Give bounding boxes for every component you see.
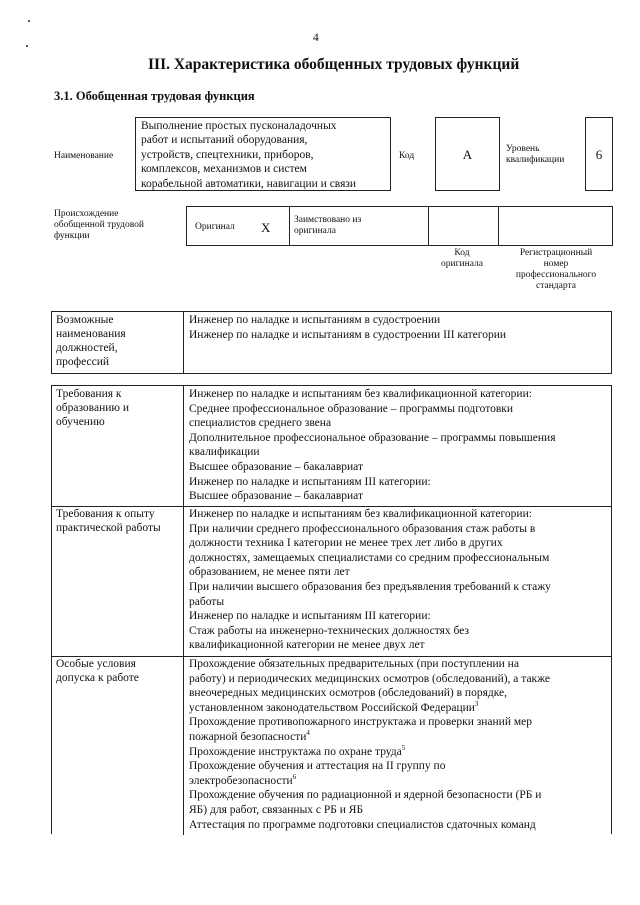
code-label: Код [399,151,415,161]
reg-number-caption [500,248,612,292]
education-label [52,386,184,506]
footnote-ref: 5 [401,743,406,752]
positions-label-line: наименования [56,328,126,340]
label-line: допуска к работе [56,672,139,684]
otf-code-value: A [462,146,473,162]
label-line: Особые условия [56,658,136,670]
positions-values [184,312,611,373]
position-item: Инженер по наладке и испытаниям в судостроении [189,314,441,326]
label-line: обучению [56,416,105,428]
label-line: практической работы [56,522,161,534]
text-line [189,745,606,760]
otf-name-line: работ и испытаний оборудования, [141,134,308,147]
section-title: III. Характеристика обобщенных трудовых функций [148,56,520,73]
special-conditions-label [52,656,184,835]
caption-line: номер [543,259,569,269]
text-line: работы [189,595,225,608]
original-label: Оригинал [195,222,235,232]
text-line: квалификации [189,446,260,459]
original-mark: X [261,220,271,235]
caption-line: оригинала [441,259,483,269]
level-label [506,144,564,166]
positions-label-line: Возможные [56,314,114,326]
text-span: пожарной безопасности [189,730,307,743]
text-line [189,730,606,745]
origin-divider [498,207,499,245]
code-original-caption [426,248,498,270]
education-text [184,386,611,506]
text-line: Аттестация по программе подготовки специалистов сдаточных команд [189,818,536,831]
origin-label-line: Происхождение [54,209,119,219]
text-line: должности техника I категории не менее трех лет либо в других [189,537,503,550]
otf-name-box [135,117,391,191]
origin-label-line: обобщенной трудовой [54,220,144,230]
text-line [189,774,606,789]
borrowed-label-line: Заимствовано из [294,215,362,225]
experience-text [184,506,611,656]
origin-divider [289,207,290,245]
text-line: образованием, не менее пяти лет [189,566,350,579]
text-line: Инженер по наладке и испытаниям без квалификационной категории: [189,388,532,400]
scan-mark [26,45,28,47]
otf-name-line: корабельной автоматики, навигации и связи [141,177,357,190]
text-span: Прохождение инструктажа по охране труда [189,745,402,758]
text-line: внеочередных медицинских осмотров (обследований) в порядке, [189,687,508,700]
level-label-line: квалификации [506,155,565,165]
origin-table [186,206,613,246]
position-item: Инженер по наладке и испытаниям в судостроении III категории [189,328,507,341]
level-label-line: Уровень [506,144,540,154]
text-line: Инженер по наладке и испытаниям III категории: [189,475,431,488]
text-line: Прохождение противопожарного инструктажа и проверки знаний мер [189,716,532,729]
text-line: При наличии высшего образования без предъявления требований к стажу [189,580,551,593]
text-line: Дополнительное профессиональное образование – программы повышения [189,431,556,444]
caption-line: Код [454,248,470,258]
origin-label [54,209,144,242]
requirements-table [51,385,612,834]
text-line: Инженер по наладке и испытаниям III категории: [189,610,431,623]
caption-line: Регистрационный [519,248,593,258]
label-line: образованию и [56,402,129,414]
text-line: должностях, замещаемых специалистами со средним профессиональным [189,551,550,564]
subsection-title: 3.1. Обобщенная трудовая функция [54,89,255,103]
text-line: При наличии среднего профессионального образования стаж работы в [189,522,536,535]
otf-name-line: устройств, спецтехники, приборов, [141,148,314,161]
text-line: специалистов среднего звена [189,417,332,430]
origin-label-line: функции [54,231,90,241]
borrowed-label-line: оригинала [294,226,336,236]
text-line: Прохождение обязательных предварительных (при поступлении на [189,658,519,670]
borrowed-label [294,215,361,237]
label-line: Требования к [56,388,122,400]
positions-label-line: должностей, [56,342,118,354]
special-conditions-text [184,656,611,835]
origin-divider [428,207,429,245]
level-value: 6 [595,146,603,162]
otf-name-line: Выполнение простых пусконаладочных [141,120,337,132]
caption-line: стандарта [536,281,576,291]
text-line: Инженер по наладке и испытаниям без квалификационной категории: [189,508,532,520]
experience-label [52,506,184,656]
experience-row [52,506,611,657]
caption-line: профессионального [515,270,597,280]
text-line: Среднее профессиональное образование – программы подготовки [189,402,514,415]
otf-name-line: комплексов, механизмов и систем [141,163,307,176]
text-line: работу) и периодических медицинских осмотров (обследований), а также [189,672,551,685]
text-line: Стаж работы на инженерно-технических должностях без [189,624,470,637]
text-line: квалификационной категории не менее двух лет [189,639,425,652]
text-line [189,701,606,716]
positions-label [52,312,184,373]
special-conditions-row [52,656,611,835]
text-span: установленном законодательством Российской Федерации [189,701,475,714]
scan-mark [28,20,30,22]
text-line: Высшее образование – бакалавриат [189,490,363,503]
text-line: Прохождение обучения и аттестация на II группу по [189,760,446,773]
footnote-ref: 3 [474,699,479,708]
level-box [585,117,613,191]
otf-code-box [435,117,500,191]
text-line: Высшее образование – бакалавриат [189,460,363,473]
text-span: электробезопасности [189,774,293,787]
positions-label-line: профессий [56,356,110,368]
footnote-ref: 6 [292,772,297,781]
footnote-ref: 4 [306,729,310,738]
text-line: Прохождение обучения по радиационной и ядерной безопасности (РБ и [189,789,542,802]
text-line: ЯБ) для работ, связанных с РБ и ЯБ [189,803,364,816]
positions-table [51,311,612,374]
education-row [52,386,611,507]
label-line: Требования к опыту [56,508,155,520]
name-label: Наименование [54,151,114,161]
page-number: 4 [313,32,319,44]
